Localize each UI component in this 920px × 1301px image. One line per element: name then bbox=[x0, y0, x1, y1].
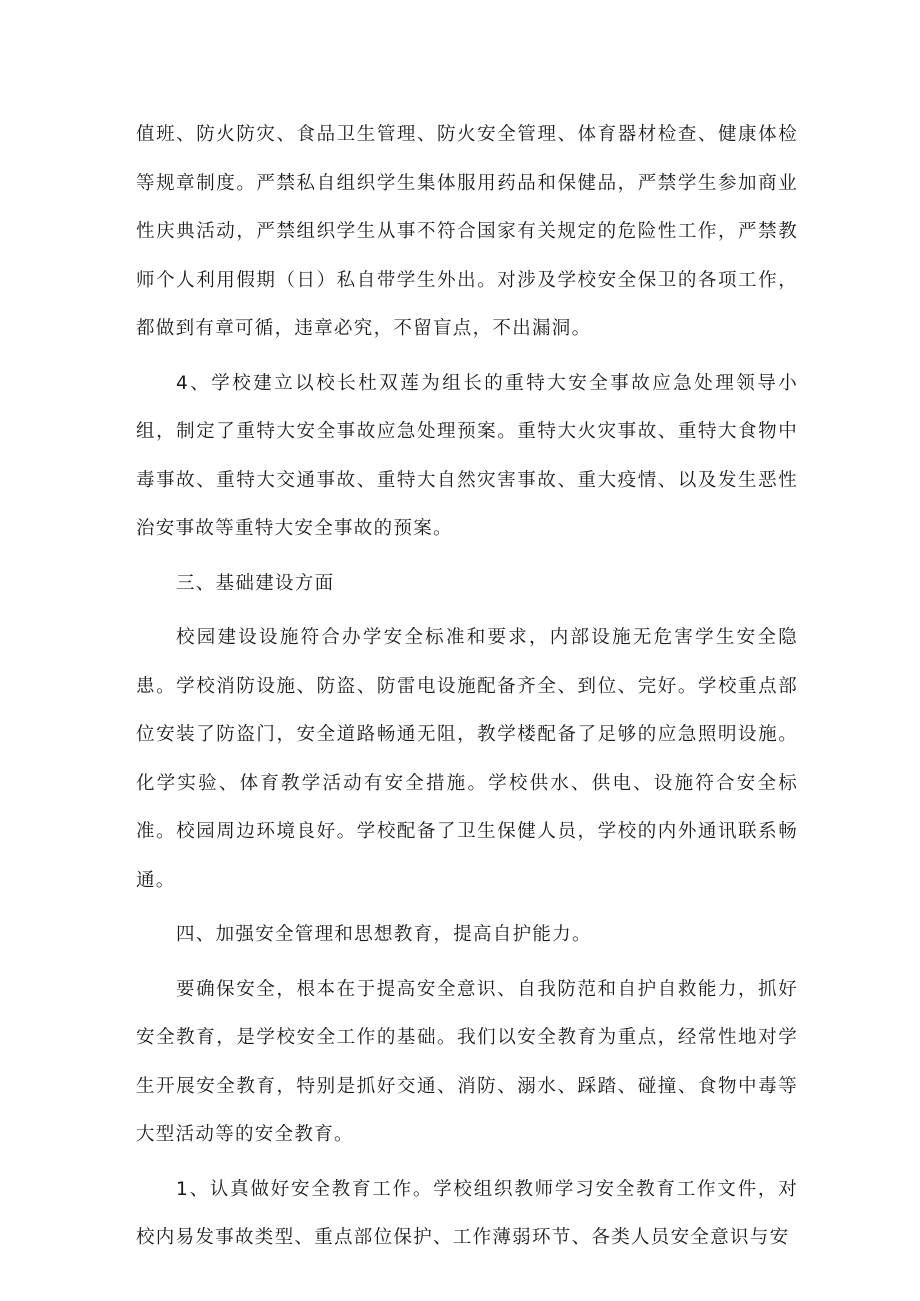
paragraph-safety-awareness: 要确保安全，根本在于提高安全意识、自我防范和自护自救能力，抓好安全教育，是学校安全工作的基础。我们以安全教育为重点，经常性地对学生开展安全教育，特别是抓好交通、消防、溺水、踩踏、碰撞、食物中毒等大型活动等的安全教育。 bbox=[136, 978, 798, 1145]
paragraph-campus-facilities: 校园建设设施符合办学安全标准和要求，内部设施无危害学生安全隐患。学校消防设施、防盗、防雷电设施配备齐全、到位、完好。学校重点部位安装了防盗门，安全道路畅通无阻，教学楼配备了足够的应急照明设施。化学实验、体育教学活动有安全措施。学校供水、供电、设施符合安全标准。校园周边环境良好。学校配备了卫生保健人员，学校的内外通讯联系畅通。 bbox=[136, 627, 798, 891]
section-heading-safety-education: 四、加强安全管理和思想教育，提高自护能力。 bbox=[176, 924, 592, 945]
paragraph-safety-education-work: 1、认真做好安全教育工作。学校组织教师学习安全教育工作文件，对校内易发事故类型、重点部位保护、工作薄弱环节、各类人员安全意识与安 bbox=[136, 1178, 798, 1248]
paragraph-emergency-group: 4、学校建立以校长杜双莲为组长的重特大安全事故应急处理领导小组，制定了重特大安全事故应急处理预案。重特大火灾事故、重特大食物中毒事故、重特大交通事故、重特大自然灾害事故、重大疫情、以及发生恶性治安事故等重特大安全事故的预案。 bbox=[136, 372, 798, 539]
document-body bbox=[136, 111, 798, 1263]
section-heading-infrastructure: 三、基础建设方面 bbox=[176, 572, 335, 594]
paragraph-regulations-continued: 值班、防火防灾、食品卫生管理、防火安全管理、体育器材检查、健康体检等规章制度。严禁私自组织学生集体服用药品和保健品，严禁学生参加商业性庆典活动，严禁组织学生从事不符合国家有关规定的危险性工作，严禁教师个人利用假期（日）私自带学生外出。对涉及学校安全保卫的各项工作，都做到有章可循，违章必究，不留盲点，不出漏洞。 bbox=[136, 124, 798, 339]
